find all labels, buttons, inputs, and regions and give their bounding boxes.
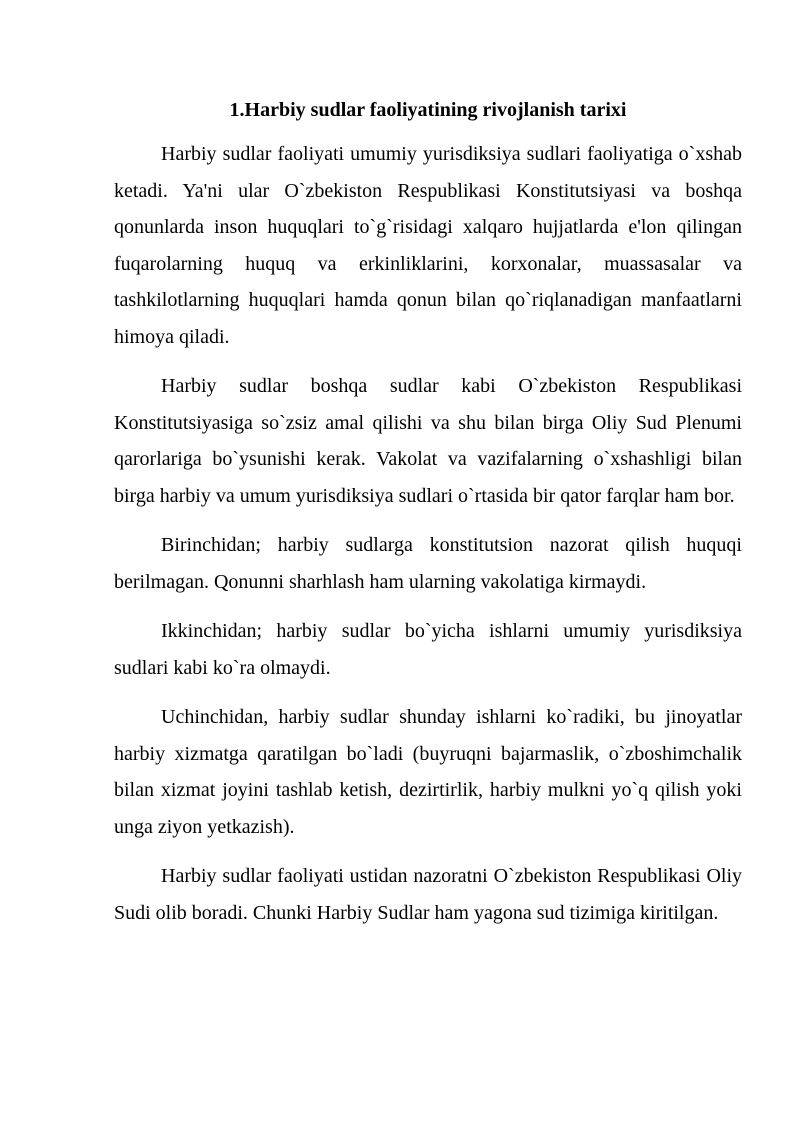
- document-title: 1.Harbiy sudlar faoliyatining rivojlanish tarixi: [229, 99, 627, 121]
- paragraph-6: Harbiy sudlar faoliyati ustidan nazoratni O`zbekiston Respublikasi Oliy Sudi olib boradi. Chunki Harbiy Sudlar ham yagona sud tizimiga kiritilgan.: [114, 865, 742, 924]
- paragraph-2: Harbiy sudlar boshqa sudlar kabi O`zbekiston Respublikasi Konstitutsiyasiga so`zsiz amal qilishi va shu bilan birga Oliy Sud Plenumi qarorlariga bo`ysunishi kerak. Vakolat va vazifalarning o`xshashligi bilan birga harbiy va umum yurisdiksiya sudlari o`rtasida bir qator farqlar ham bor.: [114, 375, 742, 507]
- paragraph-1: Harbiy sudlar faoliyati umumiy yurisdiksiya sudlari faoliyatiga o`xshab ketadi. Ya'ni ular O`zbekiston Respublikasi Konstitutsiyasi va boshqa qonunlarda inson huquqlari to`g`risidagi xalqaro hujjatlarda e'lon qilingan fuqarolarning huquq va erkinliklarini, korxonalar, muassasalar va tashkilotlarning huquqlari hamda qonun bilan qo`riqlanadigan manfaatlarni himoya qiladi.: [114, 143, 742, 348]
- paragraph-3: Birinchidan; harbiy sudlarga konstitutsion nazorat qilish huquqi berilmagan. Qonunni sharhlash ham ularning vakolatiga kirmaydi.: [114, 534, 742, 593]
- paragraph-4: Ikkinchidan; harbiy sudlar bo`yicha ishlarni umumiy yurisdiksiya sudlari kabi ko`ra olmaydi.: [114, 620, 742, 679]
- document-page: [114, 96, 742, 944]
- paragraph-5: Uchinchidan, harbiy sudlar shunday ishlarni ko`radiki, bu jinoyatlar harbiy xizmatga qaratilgan bo`ladi (buyruqni bajarmaslik, o`zboshimchalik bilan xizmat joyini tashlab ketish, dezirtirlik, harbiy mulkni yo`q qilish yoki unga ziyon yetkazish).: [114, 706, 742, 838]
